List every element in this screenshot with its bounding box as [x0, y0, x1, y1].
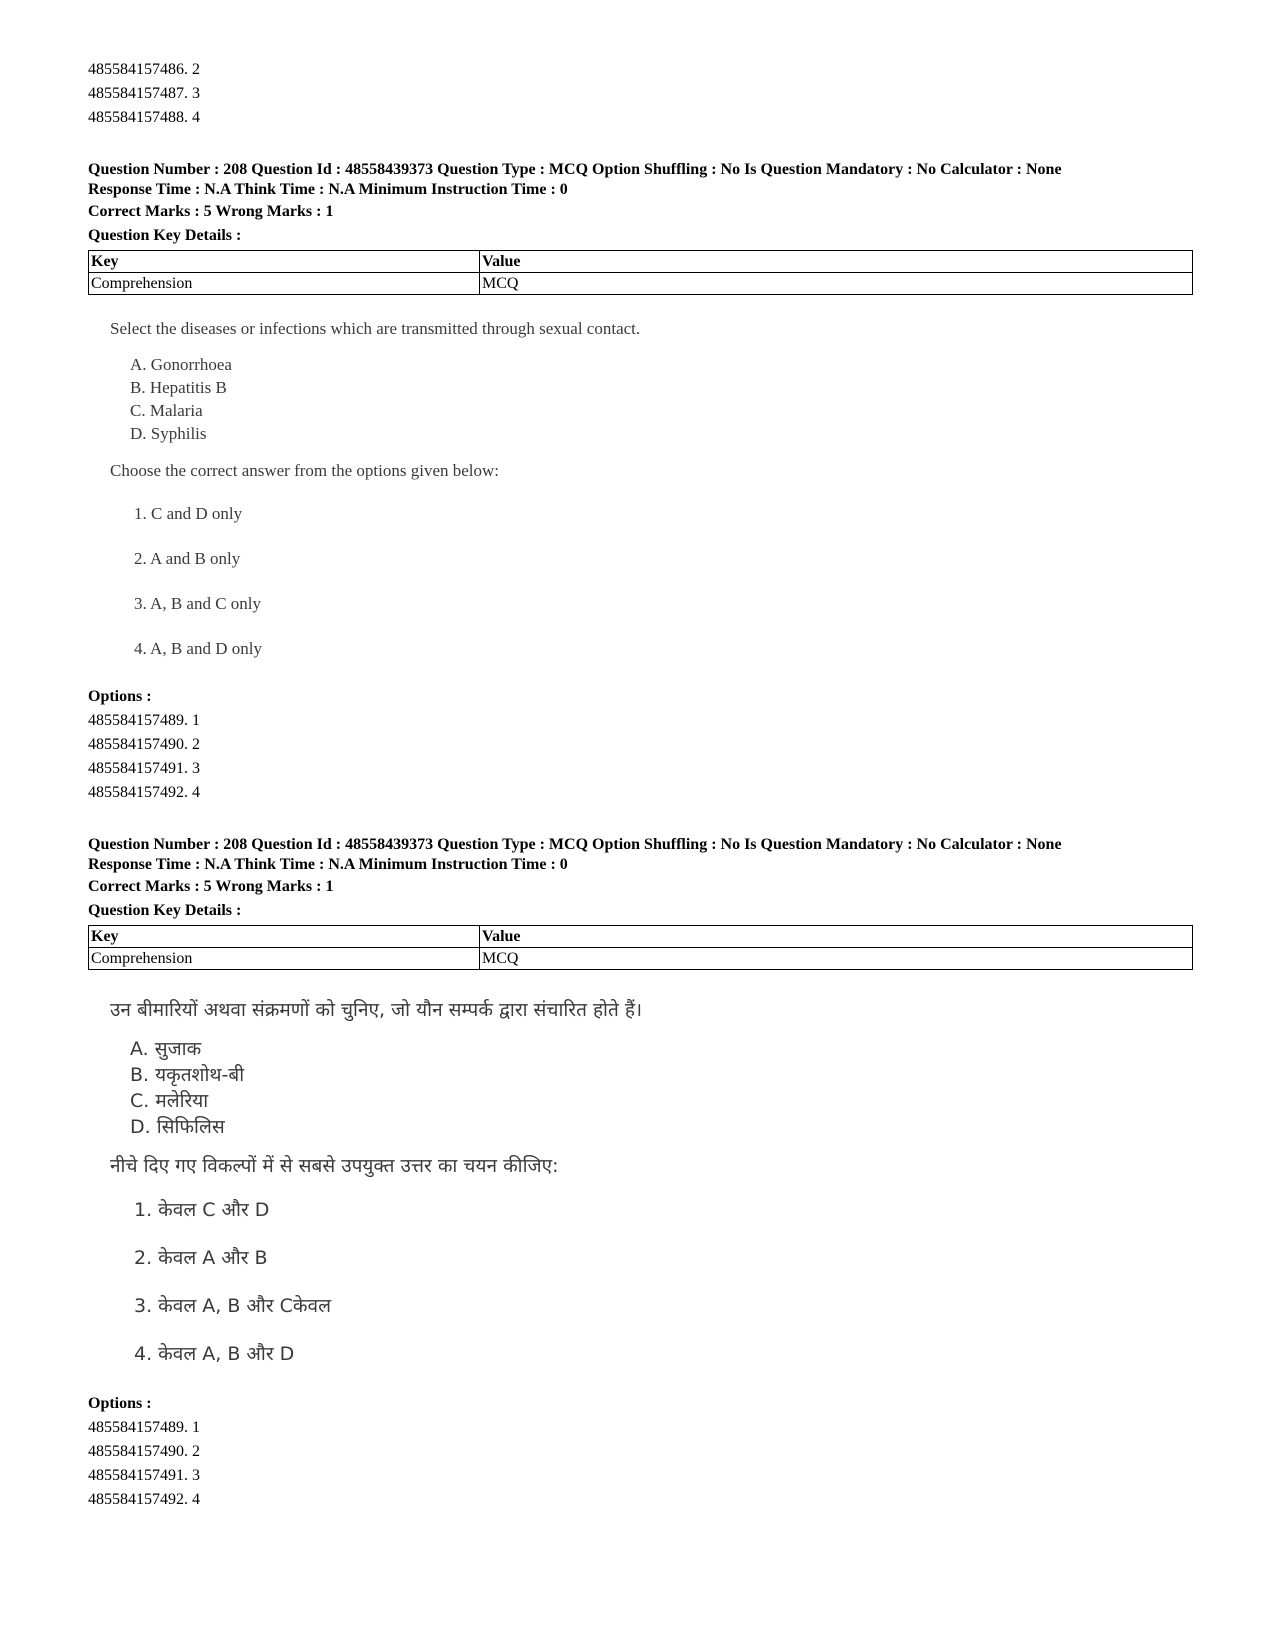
option-line: 485584157492. 4	[88, 784, 200, 801]
question-meta-line2: Response Time : N.A Think Time : N.A Minimum Instruction Time : 0	[88, 181, 568, 198]
options-label: Options :	[88, 1395, 152, 1412]
statement-item: D. Syphilis	[130, 424, 207, 443]
choice-list	[134, 1186, 1198, 1378]
statement-item: C. Malaria	[130, 401, 203, 420]
table-cell-key: Comprehension	[89, 948, 480, 970]
table-cell-key: Comprehension	[89, 273, 480, 295]
question-block-hindi	[88, 835, 1198, 1512]
question-meta-line1: Question Number : 208 Question Id : 48558439373 Question Type : MCQ Option Shuffling : No Is Question Mandatory : No Calculator : None	[88, 161, 1062, 178]
option-line: 485584157491. 3	[88, 1467, 200, 1484]
choice-item: 1. C and D only	[134, 504, 243, 523]
statement-item: B. Hepatitis B	[130, 378, 227, 397]
choose-instruction: नीचे दिए गए विकल्पों में से सबसे उपयुक्त उत्तर का चयन कीजिए:	[110, 1155, 559, 1177]
top-options-list	[88, 58, 1198, 130]
statement-list	[130, 353, 1198, 445]
choice-list	[134, 491, 1198, 671]
option-line: 485584157487. 3	[88, 85, 200, 102]
options-block	[88, 1392, 1198, 1512]
document-page	[88, 58, 1198, 1512]
option-line: 485584157490. 2	[88, 736, 200, 753]
question-marks: Correct Marks : 5 Wrong Marks : 1	[88, 878, 334, 895]
key-details-label: Question Key Details :	[88, 227, 242, 244]
option-line: 485584157488. 4	[88, 109, 200, 126]
choice-item: 3. A, B and C only	[134, 594, 262, 613]
key-details-label: Question Key Details :	[88, 902, 242, 919]
question-content-image	[110, 317, 1198, 671]
table-header-key: Key	[89, 251, 480, 273]
question-block-english	[88, 160, 1198, 805]
table-row	[89, 273, 1193, 295]
key-details-table	[88, 250, 1193, 295]
question-meta-line2: Response Time : N.A Think Time : N.A Minimum Instruction Time : 0	[88, 856, 568, 873]
statement-item: A. Gonorrhoea	[130, 355, 232, 374]
option-line: 485584157492. 4	[88, 1491, 200, 1508]
statement-item: C. मलेरिया	[130, 1090, 209, 1112]
choice-item: 1. केवल C और D	[134, 1199, 270, 1221]
table-row	[89, 948, 1193, 970]
question-content-image-hindi	[110, 996, 1198, 1378]
table-header-value: Value	[480, 251, 1193, 273]
question-stem: Select the diseases or infections which are transmitted through sexual contact.	[110, 319, 641, 338]
choice-item: 4. केवल A, B और D	[134, 1343, 295, 1365]
options-label: Options :	[88, 688, 152, 705]
table-header-value: Value	[480, 926, 1193, 948]
table-header-row	[89, 251, 1193, 273]
key-details-table	[88, 925, 1193, 970]
option-line: 485584157489. 1	[88, 712, 200, 729]
table-header-key: Key	[89, 926, 480, 948]
table-cell-value: MCQ	[480, 273, 1193, 295]
option-line: 485584157491. 3	[88, 760, 200, 777]
choose-instruction: Choose the correct answer from the options given below:	[110, 461, 500, 480]
choice-item: 2. केवल A और B	[134, 1247, 268, 1269]
statement-item: D. सिफिलिस	[130, 1116, 225, 1138]
statement-item: B. यकृतशोथ-बी	[130, 1064, 245, 1086]
option-line: 485584157489. 1	[88, 1419, 200, 1436]
question-meta-line1: Question Number : 208 Question Id : 48558439373 Question Type : MCQ Option Shuffling : No Is Question Mandatory : No Calculator : None	[88, 836, 1062, 853]
options-block	[88, 685, 1198, 805]
choice-item: 2. A and B only	[134, 549, 241, 568]
table-header-row	[89, 926, 1193, 948]
question-stem: उन बीमारियों अथवा संक्रमणों को चुनिए, जो यौन सम्पर्क द्वारा संचारित होते हैं।	[110, 999, 643, 1021]
option-line: 485584157490. 2	[88, 1443, 200, 1460]
question-marks: Correct Marks : 5 Wrong Marks : 1	[88, 203, 334, 220]
option-line: 485584157486. 2	[88, 61, 200, 78]
statement-item: A. सुजाक	[130, 1038, 202, 1060]
choice-item: 4. A, B and D only	[134, 639, 262, 658]
choice-item: 3. केवल A, B और Cकेवल	[134, 1295, 331, 1317]
statement-list	[130, 1036, 1198, 1140]
table-cell-value: MCQ	[480, 948, 1193, 970]
